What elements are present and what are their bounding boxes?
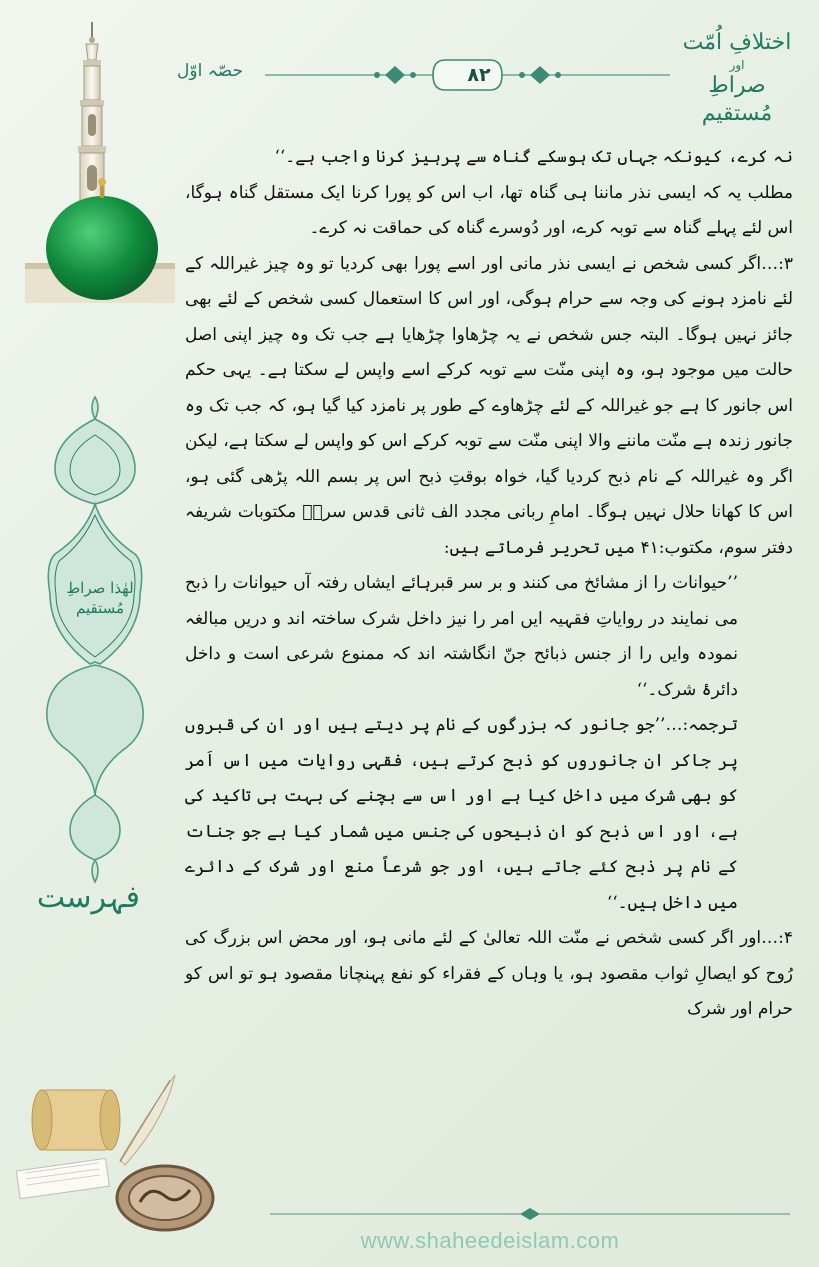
- footer-ornament-rule: [270, 1207, 790, 1221]
- translation: ترجمہ:…’’جو جانور کہ بزرگوں کے نام پر دیتے ہیں اور ان کی قبروں پر جاکر ان جانوروں کو ذبح کرتے ہیں، فقہی روایات میں اس اَمر کو بھی شرک میں داخل کیا ہے اور اس سے بچنے کی بہت ہی تاکید کی ہے، اور اس ذبح کو ان ذبیحوں کی جنس میں شمار کیا ہے جو جنات کے نام پر ذبح کئے جاتے ہیں، اور جو شرعاً منع اور شرک کے دائرے میں داخل ہیں۔‘‘: [185, 715, 738, 913]
- book-title-conjunction: اور: [729, 58, 745, 72]
- paragraph: نہ کرے، کیونکہ جہاں تک ہوسکے گناہ سے پرہیز کرنا واجب ہے۔‘‘: [274, 147, 793, 167]
- paragraph: ۳:…اگر کسی شخص نے ایسی نذر مانی اور اسے پورا بھی کردیا تو وہ چیز غیراللہ کے لئے نامزد ہونے کی وجہ سے حرام ہوگی، اور اس کا استعمال کسی شخص کے لئے بھی جائز نہیں ہوگا۔ البتہ جس شخص نے یہ چڑھاوا چڑھایا ہے جب تک وہ چیز اپنی اصل حالت میں موجود ہو، وہ اپنی منّت سے توبہ کرکے اسے واپس لے سکتا ہے۔ یہی حکم اس جانور کا ہے جو غیراللہ کے لئے چڑھاوے کے طور پر نامزد کیا گیا ہو، کہ جب تک وہ جانور زندہ ہے منّت ماننے والا اپنی منّت سے توبہ کرکے اس کو واپس لے سکتا ہے، لیکن اگر وہ غیراللہ کے نام ذبح کردیا گیا، خواہ بوقتِ ذبح اس پر بسم اللہ پڑھی گئی ہو، اس کا کھانا حلال نہیں ہوگا۔ امامِ ربانی مجدد الف ثانی قدس سرہٗ مکتوبات شریفہ دفتر سوم، مکتوب:۴۱ میں تحریر فرماتے ہیں:: [185, 253, 793, 558]
- persian-quote: ’’حیوانات را از مشائخ می کنند و بر سر قبرہائے ایشاں رفتہ آں حیوانات را ذبح می نمایند در روایاتِ فقہیہ ایں امر را نیز داخل شرک ساختہ اند و دریں مبالغہ نمودہ وایں را از جنس ذبائح جنّ انگاشتہ اند کہ ممنوع شرعی است و داخل دائرۂ شرک۔‘‘: [185, 573, 738, 700]
- website-url: www.shaheedeislam.com: [360, 1228, 620, 1253]
- ornament-panel: [40, 395, 150, 885]
- shaheed-e-islam-logo: [110, 1160, 220, 1235]
- paragraph: مطلب یہ کہ ایسی نذر ماننا ہی گناہ تھا، اب اس کو پورا کرنا ایک مستقل گناہ ہوگا، اس لئے پہلے گناہ سے توبہ کرے، اور دُوسرے گناہ کی حماقت نہ کرے۔: [185, 182, 793, 238]
- index-link[interactable]: فہرست: [36, 880, 140, 915]
- part-label: حصّہ اوّل: [177, 61, 243, 81]
- book-title-line2: صراطِ مُستقیم: [701, 73, 773, 126]
- page-body: [185, 140, 793, 1028]
- paragraph: ۴:…اور اگر کسی شخص نے منّت اللہ تعالیٰ کے لئے مانی ہو، اور محض اس بزرگ کی رُوح کو ایصالِ ثواب مقصود ہو، یا وہاں کے فقراء کو نفع پہنچانا مقصود ہو تو اس کو حرام اور شرک: [185, 928, 793, 1019]
- ornament-title: لھٰذا صراطِ مُستقیم: [66, 579, 134, 617]
- book-title: [677, 28, 797, 128]
- book-title-line1: اختلافِ اُمّت: [682, 30, 792, 55]
- green-dome-minaret-image: [20, 20, 180, 305]
- page-number: ۸۲: [467, 64, 491, 86]
